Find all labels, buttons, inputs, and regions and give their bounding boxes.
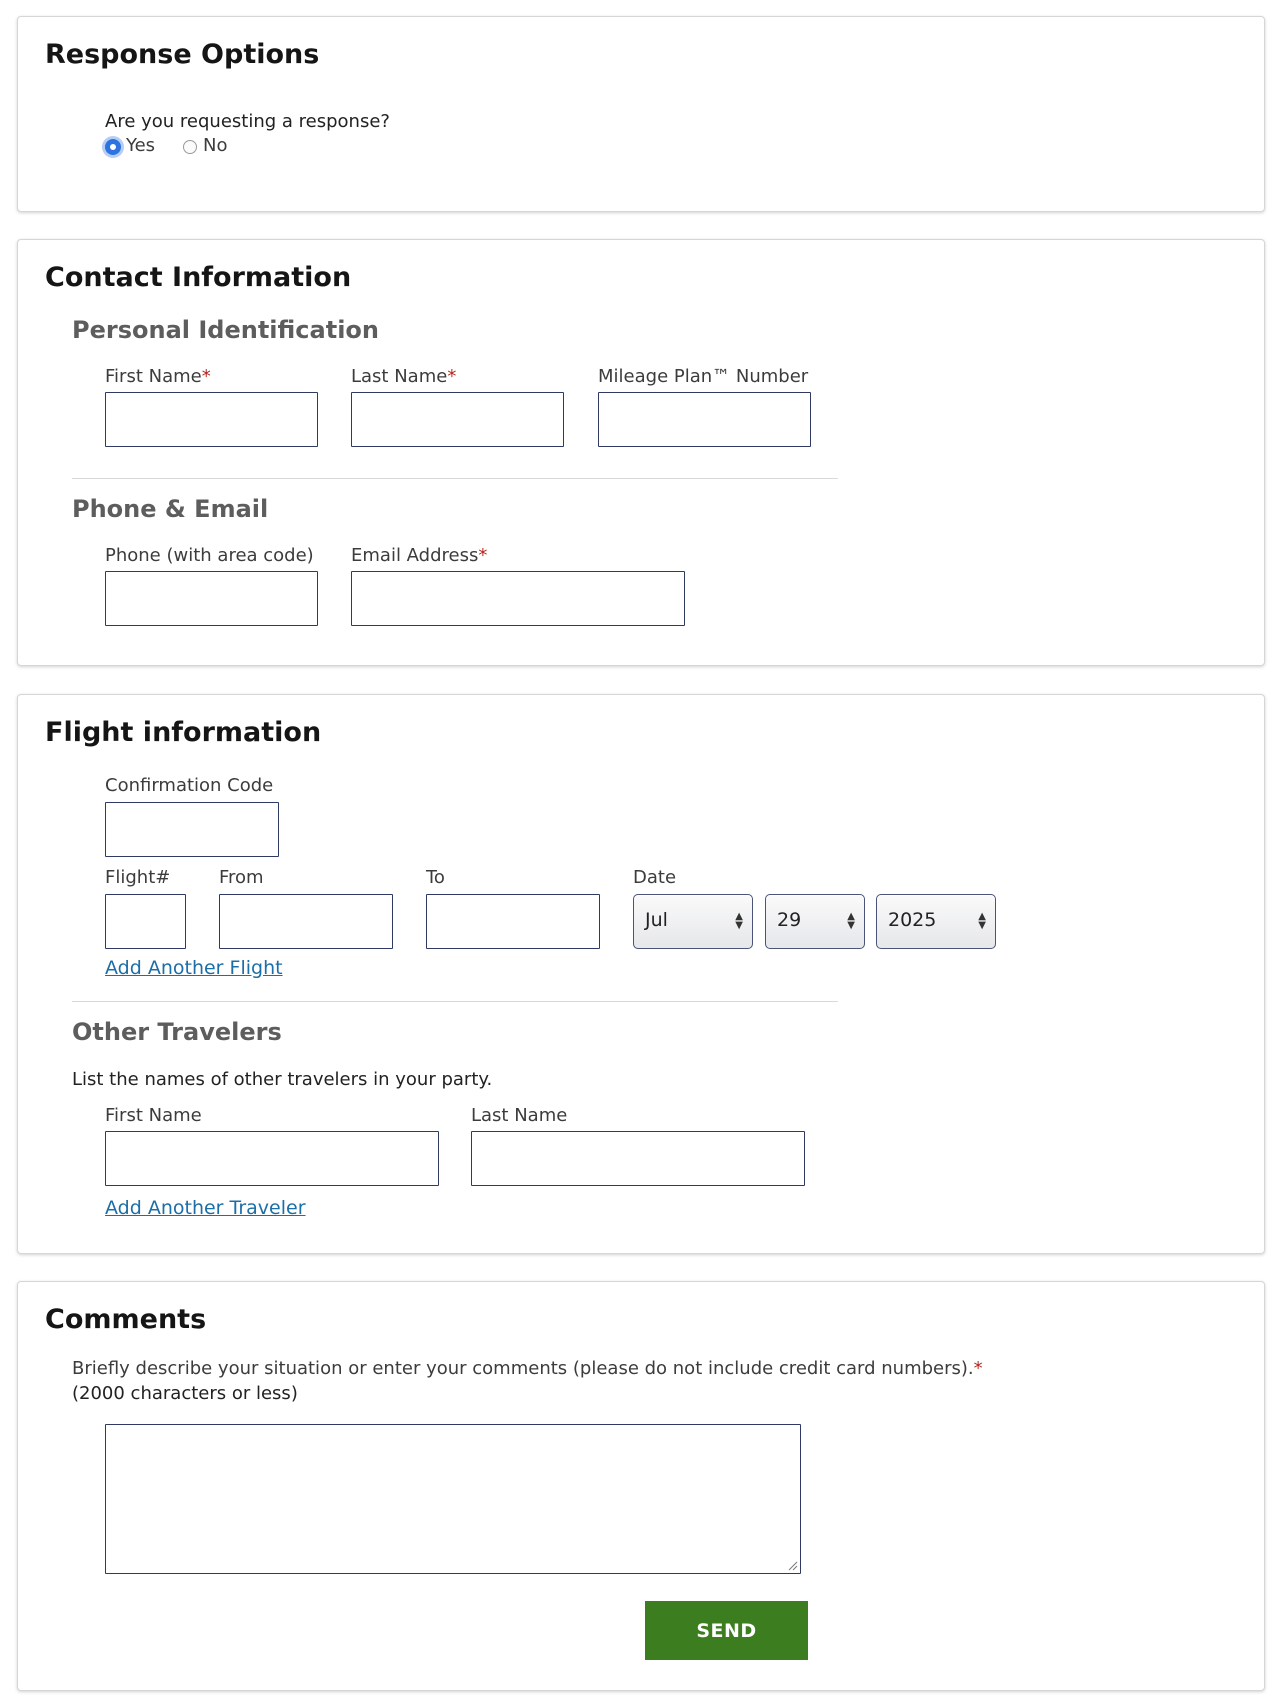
first-name-label: First Name*: [105, 366, 211, 387]
response-options-title: Response Options: [45, 39, 320, 70]
confirmation-code-input[interactable]: [105, 802, 279, 857]
no-radio-label[interactable]: No: [203, 135, 228, 156]
mileage-plan-label: Mileage Plan™ Number: [598, 366, 809, 387]
contact-information-card: [17, 239, 1265, 666]
response-options-card: [17, 16, 1265, 212]
required-mark: *: [973, 1358, 983, 1379]
email-input[interactable]: [351, 571, 685, 626]
flight-number-label: Flight#: [105, 867, 171, 888]
date-label: Date: [633, 867, 677, 888]
flight-information-title: Flight information: [45, 717, 322, 748]
other-travelers-description: List the names of other travelers in your party.: [72, 1069, 493, 1090]
to-label: To: [426, 867, 445, 888]
required-mark: *: [201, 366, 211, 387]
mileage-plan-input[interactable]: [598, 392, 811, 447]
comments-card: [17, 1281, 1265, 1691]
phone-input[interactable]: [105, 571, 318, 626]
phone-label: Phone (with area code): [105, 545, 314, 566]
day-select[interactable]: [765, 894, 865, 949]
flight-information-card: [17, 694, 1265, 1254]
required-mark: *: [447, 366, 457, 387]
traveler-first-name-input[interactable]: [105, 1131, 439, 1186]
last-name-label: Last Name*: [351, 366, 457, 387]
response-question: Are you requesting a response?: [105, 111, 390, 132]
select-arrows-icon: ▲ ▼: [847, 911, 855, 931]
to-input[interactable]: [426, 894, 600, 949]
resize-handle-icon[interactable]: [786, 1559, 798, 1571]
month-value: Jul: [645, 909, 668, 931]
other-travelers-title: Other Travelers: [72, 1018, 282, 1046]
select-arrows-icon: ▲ ▼: [735, 911, 743, 931]
comments-textarea[interactable]: [105, 1424, 801, 1574]
comments-limit: (2000 characters or less): [72, 1383, 298, 1404]
first-name-input[interactable]: [105, 392, 318, 447]
confirmation-code-label: Confirmation Code: [105, 775, 274, 796]
personal-identification-title: Personal Identification: [72, 316, 379, 344]
flight-number-input[interactable]: [105, 894, 186, 949]
comments-title: Comments: [45, 1304, 207, 1335]
add-another-flight-link[interactable]: Add Another Flight: [105, 957, 283, 979]
traveler-first-name-label: First Name: [105, 1105, 202, 1126]
month-select[interactable]: [633, 894, 753, 949]
day-value: 29: [777, 909, 802, 931]
year-value: 2025: [888, 909, 937, 931]
traveler-last-name-label: Last Name: [471, 1105, 568, 1126]
section-divider: [72, 478, 838, 479]
last-name-input[interactable]: [351, 392, 564, 447]
yes-radio-label[interactable]: Yes: [126, 135, 156, 156]
required-mark: *: [478, 545, 488, 566]
traveler-last-name-input[interactable]: [471, 1131, 805, 1186]
from-label: From: [219, 867, 264, 888]
from-input[interactable]: [219, 894, 393, 949]
year-select[interactable]: [876, 894, 996, 949]
send-button[interactable]: SEND: [645, 1601, 808, 1660]
comments-description: Briefly describe your situation or enter your comments (please do not include credit card numbers).*: [72, 1358, 983, 1379]
select-arrows-icon: ▲ ▼: [978, 911, 986, 931]
no-radio[interactable]: [183, 140, 197, 154]
email-label: Email Address*: [351, 545, 488, 566]
section-divider: [72, 1001, 838, 1002]
phone-email-title: Phone & Email: [72, 495, 269, 523]
yes-radio[interactable]: [105, 139, 121, 155]
contact-information-title: Contact Information: [45, 262, 352, 293]
add-another-traveler-link[interactable]: Add Another Traveler: [105, 1197, 306, 1219]
